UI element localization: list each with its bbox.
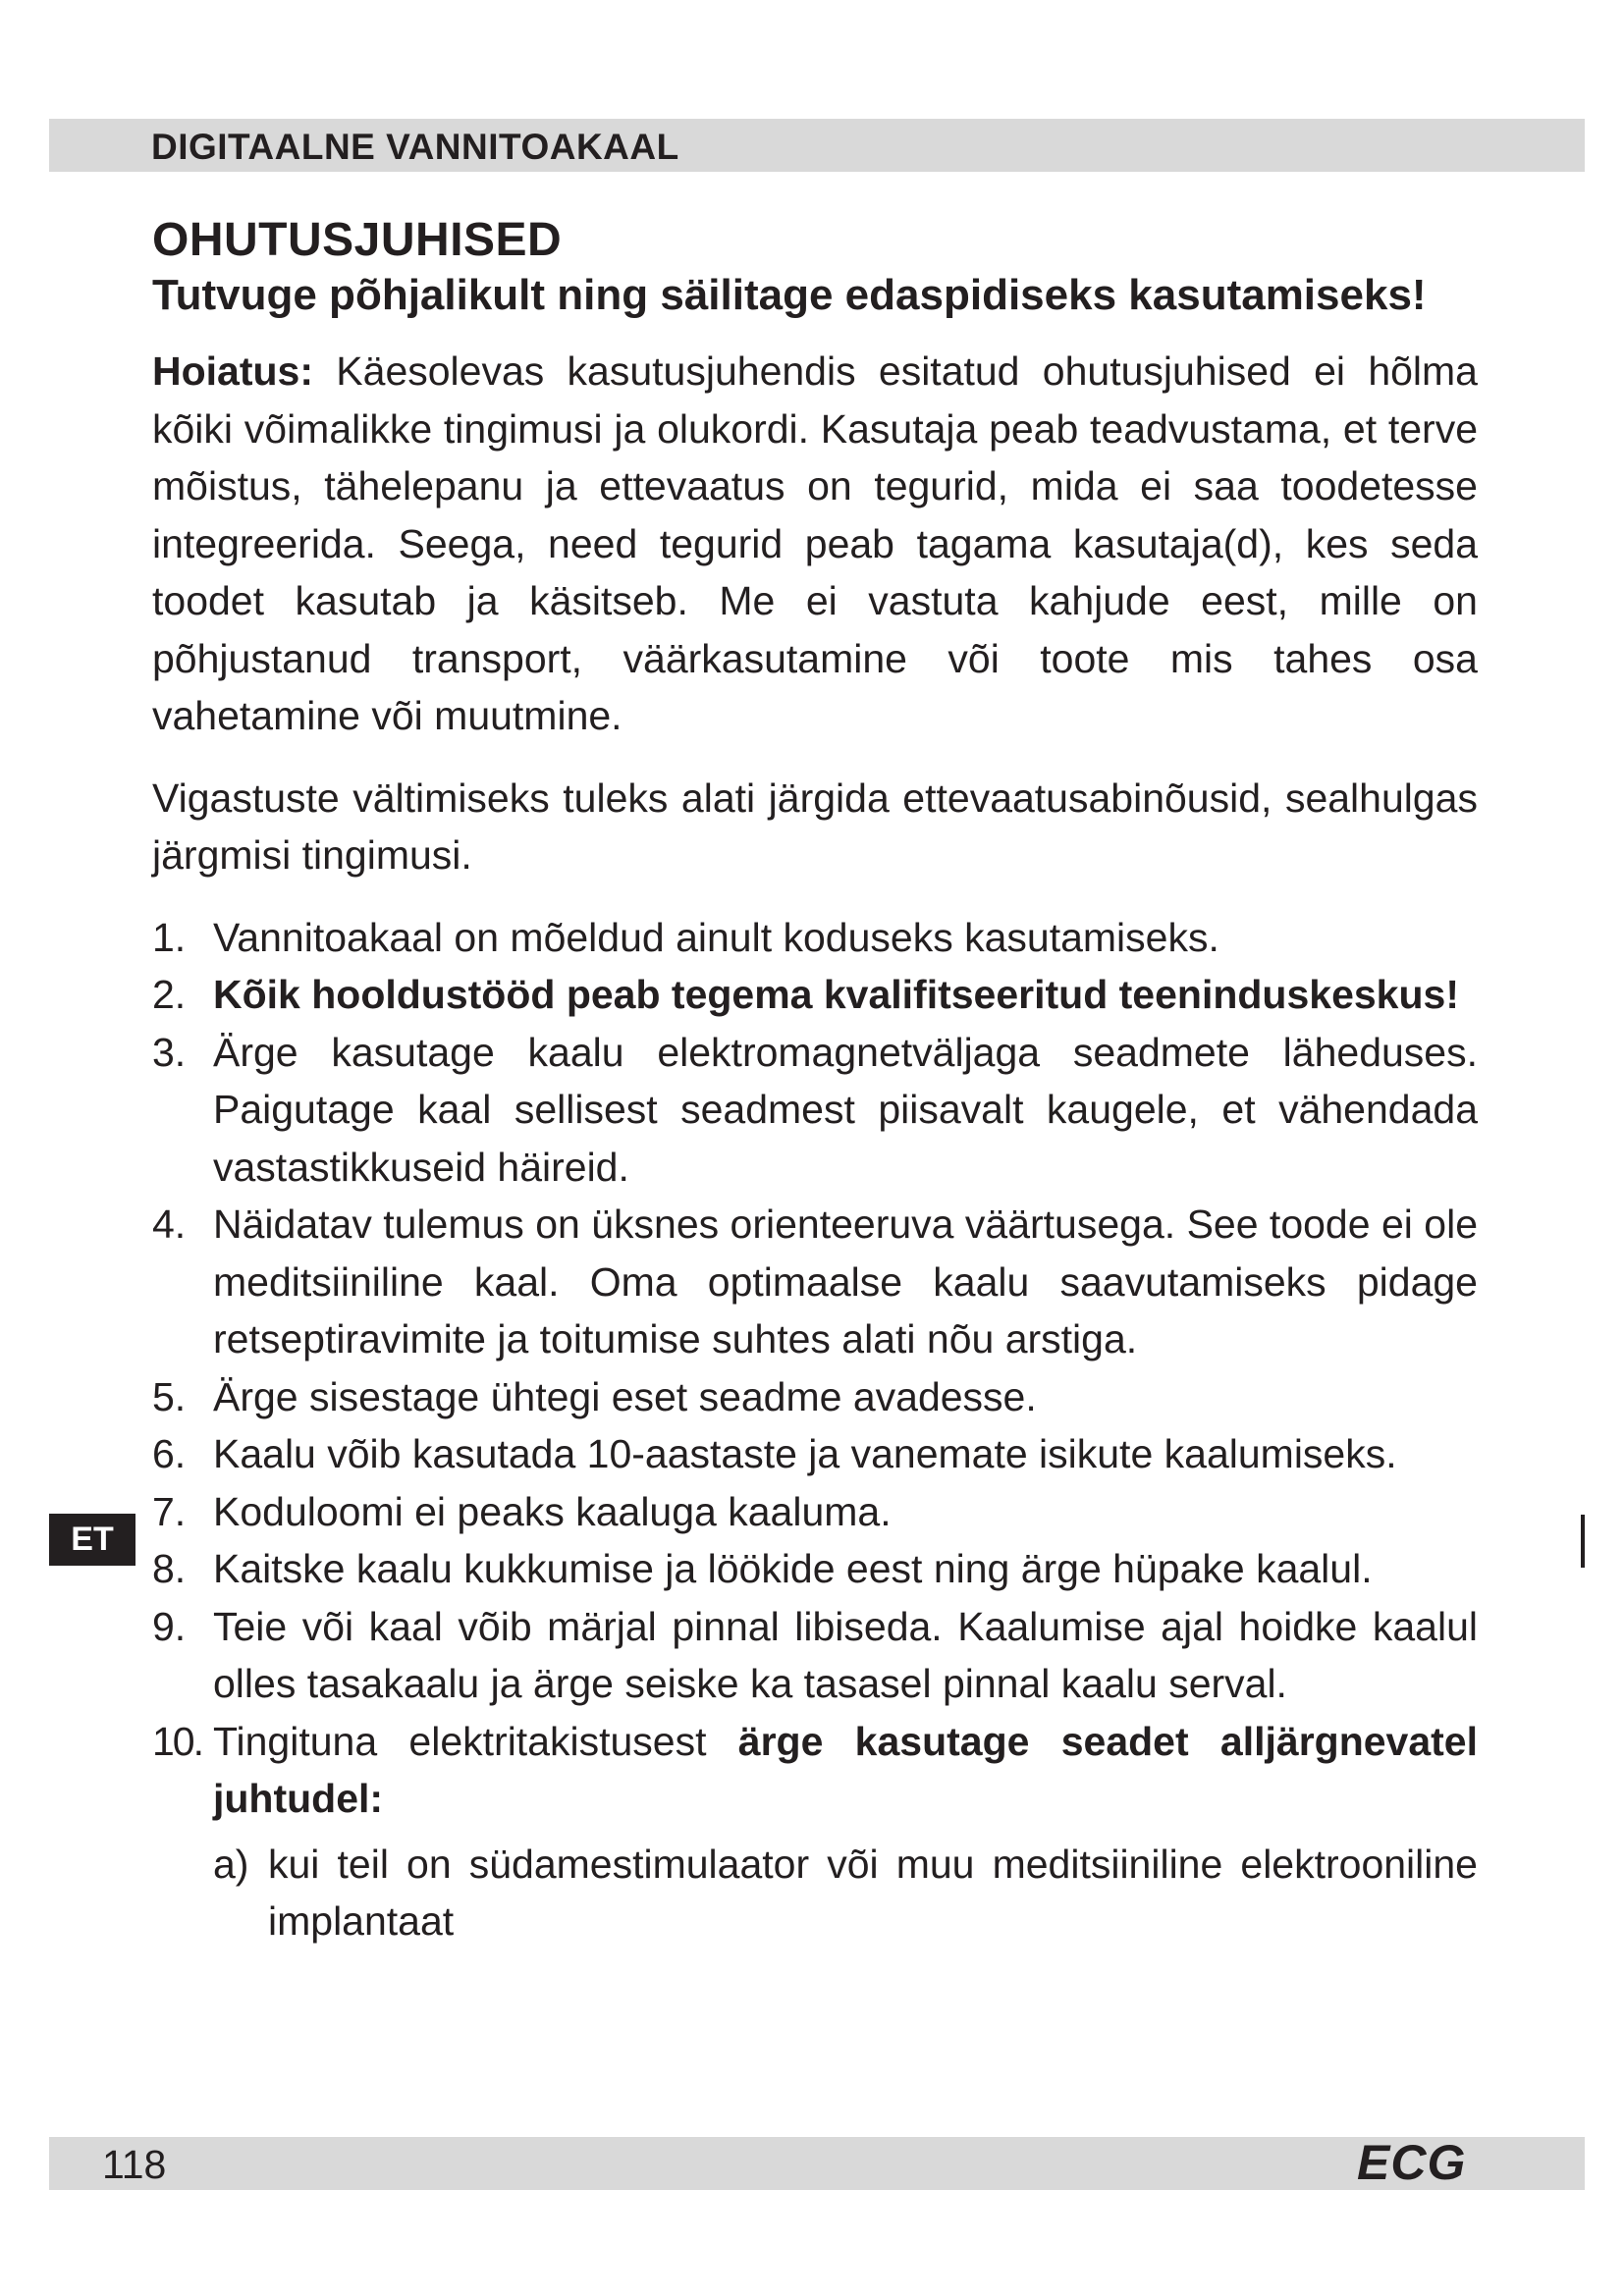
list-number: 9. [152,1603,187,1649]
warning-label: Hoiatus: [152,348,313,394]
list-number: 10. [152,1718,202,1764]
list-text: Ärge kasutage kaalu elektromagnetväljaga seadmete läheduses. Paigutage kaal sellisest seadmest piisavalt kaugele, et vähendada vastastikkuseid häireid. [213,1029,1478,1190]
list-text: Ärge sisestage ühtegi eset seadme avadesse. [213,1373,1037,1419]
footer-band [49,2137,1585,2190]
warning-paragraph [152,343,1478,745]
list-text: Teie või kaal võib märjal pinnal libiseda. Kaalumise ajal hoidke kaalul olles tasakaalu ja ärge seiske ka tasasel pinnal kaalu serval. [213,1603,1478,1706]
list-number: 1. [152,914,187,960]
side-mark [1581,1515,1585,1568]
list-text-bold: ärge kasutage seadet alljärgnevatel juhtudel: [213,1718,1478,1821]
section-title: OHUTUSJUHISED [152,214,563,266]
list-number: 8. [152,1546,187,1591]
header-band [49,119,1585,172]
warning-text: Käesolevas kasutusjuhendis esitatud ohutusjuhised ei hõlma kõiki võimalikke tingimusi ja olukordi. Kasutaja peab teadvustama, et terve mõistus, tähelepanu ja ettevaatus on tegurid, mida ei saa toodetesse integreerida. Seega, need tegurid peab tagama kasutaja(d), kes seda toodet kasutab ja käsitseb. Me ei vastuta kahjude eest, mille on põhjustanud transport, väärkasutamine või toote mis tahes osa vahetamine või muutmine. [152,348,1478,738]
list-item [152,1540,1478,1598]
list-item [152,909,1478,967]
list-number: 3. [152,1029,187,1075]
list-item [152,1713,1478,1950]
list-text: Kõik hooldustööd peab tegema kvalifitseeritud teeninduskeskus! [213,972,1459,1017]
list-text [213,1719,1478,1822]
page-number: 118 [102,2142,167,2187]
list-text: Kaitske kaalu kukkumise ja löökide eest ning ärge hüpake kaalul. [213,1546,1373,1591]
brand-logo: ECG [1357,2135,1467,2190]
list-item [152,966,1478,1024]
list-text: Näidatav tulemus on üksnes orienteeruva väärtusega. See toode ei ole meditsiiniline kaal. Oma optimaalse kaalu saavutamiseks pidage retseptiravimite ja toitumise suhtes alati nõu arstiga. [213,1201,1478,1362]
list-number: 6. [152,1431,187,1476]
list-item [152,1368,1478,1426]
sub-list-letter: a) [213,1841,249,1887]
list-item [152,1483,1478,1541]
list-item [152,1024,1478,1197]
safety-list [152,909,1478,1950]
page-content [152,211,1478,1950]
sub-list [213,1836,1478,1950]
list-text: Kaalu võib kasutada 10-aastaste ja vanemate isikute kaalumiseks. [213,1431,1397,1476]
list-number: 5. [152,1373,187,1419]
language-tab: ET [49,1514,135,1566]
list-item [152,1425,1478,1483]
list-number: 2. [152,972,187,1017]
list-text: Koduloomi ei peaks kaaluga kaaluma. [213,1488,892,1534]
document-title: DIGITAALNE VANNITOAKAAL [151,127,679,167]
list-item [152,1196,1478,1368]
sub-list-item [213,1836,1478,1950]
intro-paragraph: Vigastuste vältimiseks tuleks alati järgida ettevaatusabinõusid, sealhulgas järgmisi tingimusi. [152,774,1478,878]
list-number: 4. [152,1201,187,1247]
sub-list-text: kui teil on südamestimulaator või muu meditsiiniline elektrooniline implantaat [268,1841,1478,1944]
list-number: 7. [152,1488,187,1534]
list-text: Vannitoakaal on mõeldud ainult koduseks kasutamiseks. [213,914,1219,960]
list-text-plain: Tingituna elektritakistusest [213,1718,738,1764]
list-item [152,1598,1478,1713]
section-subtitle: Tutvuge põhjalikult ning säilitage edaspidiseks kasutamiseks! [152,271,1427,319]
